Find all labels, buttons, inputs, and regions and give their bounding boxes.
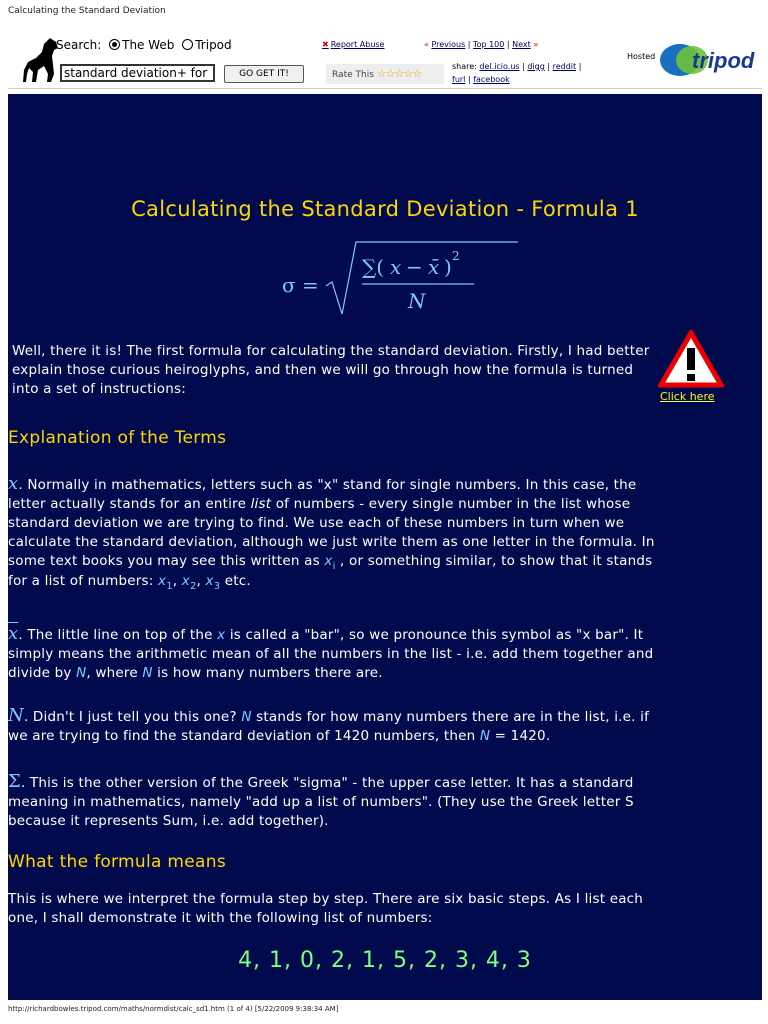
svg-text:x̄: x̄ xyxy=(428,255,440,279)
share-delicious[interactable]: del.icio.us xyxy=(479,62,520,71)
svg-text:N: N xyxy=(408,289,426,313)
svg-text:2: 2 xyxy=(452,249,460,263)
xbar-term-text-3: , where xyxy=(86,665,138,681)
x-term-text-2: of numbers - every single number in the list whose standard deviation we are trying to find. We use each of these numbers in turn when we calculate the standard deviation, although we just write them as one letter in the formula. In some text books you may see this written as xyxy=(8,496,655,569)
xbar-symbol: $\overline{x}$ xyxy=(8,623,19,644)
means-paragraph: This is where we interpret the formula step by step. There are six basic steps. As I list each one, I shall demonstrate it with the following list of numbers: xyxy=(8,891,644,926)
heading-means: What the formula means xyxy=(8,852,226,872)
right-quote-icon: » xyxy=(533,40,539,49)
x2-var: x xyxy=(181,573,190,589)
n-var-1: N xyxy=(76,665,87,681)
x-term-text-1: . Normally in mathematics, letters such as "x" stand for single numbers. In this case, the letter actually stands for an entire xyxy=(8,477,637,512)
x-term-list: list xyxy=(250,496,272,512)
n-term-text-3: = 1420. xyxy=(494,728,551,744)
print-footer: http://richardbowles.tripod.com/maths/normdist/calc_sd1.htm (1 of 4) [5/22/2009 9:38:34 AM] xyxy=(8,1005,339,1013)
tripod-logo-text: tripod xyxy=(692,48,755,73)
intro-paragraph: Well, there it is! The first formula for calculating the standard deviation. Firstly, I had better explain those curious heiroglyphs, and then we will go through how the formula is turned into a set of instructions: xyxy=(12,343,650,397)
next-link[interactable]: Next xyxy=(512,40,531,49)
sigma-symbol: Σ xyxy=(8,771,21,792)
x-term-paragraph: x. Normally in mathematics, letters such as "x" stand for single numbers. In this case, the letter actually stands for an entire list of numbers - every single number in the list whose standard deviation we are trying to find. We use each of these numbers in turn when we calculate the standard deviation, although we just write them as one letter in the formula. In some text books you may see this written as $x_i$ , or something similar, to show that it stands for a list of numbers: $x_1$, $x_2$, $x_3$ etc. xyxy=(8,473,655,592)
svg-text:): ) xyxy=(444,255,452,279)
page-title: Calculating the Standard Deviation - Formula 1 xyxy=(131,197,639,221)
svg-text:σ =: σ = xyxy=(282,273,319,297)
tripod-logo[interactable] xyxy=(658,42,758,78)
x-symbol: x xyxy=(8,473,19,494)
formula-image xyxy=(278,240,518,320)
n-var-4: N xyxy=(479,728,491,744)
star-rating-icon[interactable]: ☆☆☆☆☆ xyxy=(376,67,422,80)
rate-this[interactable] xyxy=(326,64,444,84)
xbar-term-text-1: . The little line on top of the xyxy=(18,627,213,643)
xbar-term-paragraph xyxy=(8,624,658,683)
search-options xyxy=(56,38,232,52)
n-term-paragraph xyxy=(8,706,658,746)
x-term-text-3: , or something similar, to show that it stands for a list of numbers: xyxy=(8,553,653,589)
previous-link[interactable]: Previous xyxy=(431,40,466,49)
n-var-3: N xyxy=(241,709,252,725)
number-list: 4, 1, 0, 2, 1, 5, 2, 3, 4, 3 xyxy=(238,948,532,973)
sub-1: 1 xyxy=(166,581,173,592)
share-links: share: del.icio.us | digg | reddit | furl | facebook xyxy=(452,62,582,84)
share-label: share: xyxy=(452,62,477,71)
option-web-label[interactable]: The Web xyxy=(122,38,175,52)
sub-i: i xyxy=(332,561,336,572)
n-term-text-1: . Didn't I just tell you this one? xyxy=(23,709,237,725)
x-icon: ✖ xyxy=(322,40,329,49)
radio-tripod[interactable] xyxy=(182,39,193,50)
go-get-it-button[interactable]: GO GET IT! xyxy=(224,65,304,83)
xbar-term-text-2: is called a "bar", so we pronounce this symbol as "x bar". It simply means the arithmetic mean of all the numbers in the list - i.e. add them together and divide by xyxy=(8,627,654,681)
sub-3: 3 xyxy=(213,581,221,592)
x-var-2: x xyxy=(217,627,226,643)
nav-links: « Previous | Top 100 | Next » xyxy=(424,40,539,49)
click-here-link[interactable]: Click here xyxy=(660,390,715,403)
n-symbol: N xyxy=(8,705,24,726)
x1-var: x xyxy=(158,573,167,589)
svg-text:x: x xyxy=(390,255,402,279)
tripod-banner xyxy=(8,32,762,89)
n-term-text-2: stands for how many numbers there are in the list, i.e. if we are trying to find the standard deviation of 1420 numbers, then xyxy=(8,709,650,744)
option-tripod-label[interactable]: Tripod xyxy=(195,38,232,52)
hosted-label: Hosted xyxy=(627,52,656,61)
x3-var: x xyxy=(205,573,214,589)
print-header: Calculating the Standard Deviation xyxy=(8,6,166,16)
top-100-link[interactable]: Top 100 xyxy=(473,40,505,49)
rate-label: Rate This xyxy=(332,70,374,80)
main-content xyxy=(8,94,762,1000)
share-reddit[interactable]: reddit xyxy=(552,62,577,71)
x-var: x xyxy=(324,553,333,569)
share-facebook[interactable]: facebook xyxy=(473,75,510,84)
n-var-2: N xyxy=(142,665,153,681)
radio-web[interactable] xyxy=(109,39,120,50)
xbar-term-text-4: is how many numbers there are. xyxy=(157,665,383,681)
x-term-text-4: etc. xyxy=(224,573,251,589)
svg-text:∑(: ∑( xyxy=(362,255,385,279)
search-label: Search: xyxy=(56,38,102,52)
sub-2: 2 xyxy=(189,581,197,592)
warning-icon[interactable] xyxy=(658,330,724,388)
report-abuse-label[interactable]: Report Abuse xyxy=(330,40,385,49)
heading-terms: Explanation of the Terms xyxy=(8,428,227,448)
report-abuse-link[interactable] xyxy=(322,40,384,49)
svg-text:−: − xyxy=(406,255,423,279)
sigma-term-paragraph xyxy=(8,772,658,831)
search-input[interactable] xyxy=(60,64,215,82)
left-quote-icon: « xyxy=(424,40,429,49)
share-furl[interactable]: furl xyxy=(452,75,466,84)
share-digg[interactable]: digg xyxy=(527,62,545,71)
sigma-term-text: . This is the other version of the Greek "sigma" - the upper case letter. It has a standard meaning in mathematics, namely "add up a list of numbers". (They use the Greek letter S because it represents Sum, i.e. add together). xyxy=(8,775,634,829)
